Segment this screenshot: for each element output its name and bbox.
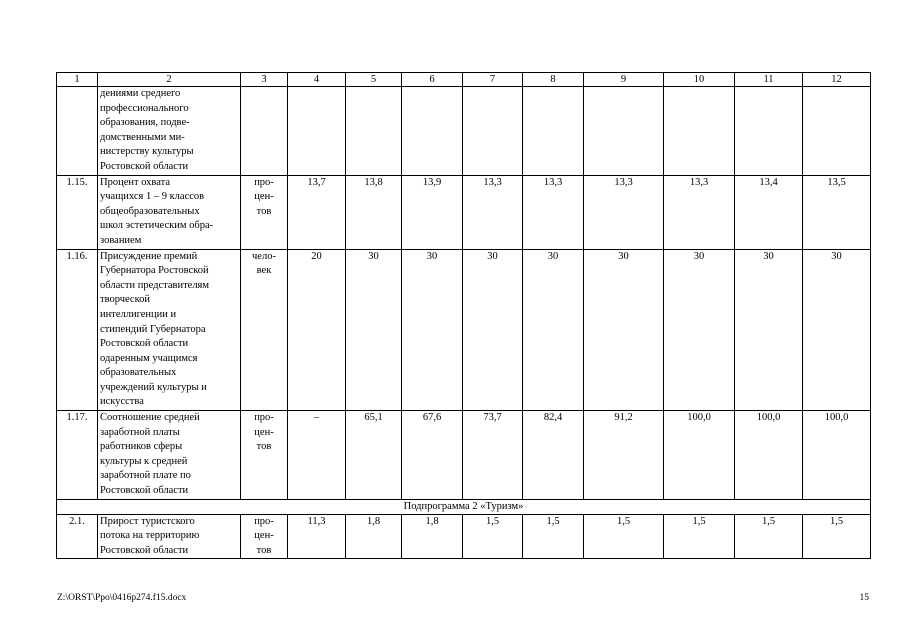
- value-cell: 65,1: [346, 411, 402, 500]
- indicator-name: [98, 249, 241, 411]
- value-cell: 11,3: [288, 514, 346, 559]
- header-cell: 12: [803, 73, 871, 87]
- value-cell: 1,5: [803, 514, 871, 559]
- header-cell: 4: [288, 73, 346, 87]
- empty-cell: [57, 87, 98, 176]
- row-number: 1.17.: [57, 411, 98, 500]
- indicator-name-line: Губернатора Ростовской: [100, 265, 209, 277]
- indicator-name-line: стипендий Губернатора: [100, 323, 206, 335]
- value-cell: 13,3: [523, 175, 584, 249]
- subprogram-row: [57, 499, 871, 514]
- value-cell: 1,5: [463, 514, 523, 559]
- empty-cell: [402, 87, 463, 176]
- indicator-name-line: домственными ми-: [100, 131, 185, 143]
- indicator-name-line: учащихся 1 – 9 классов: [100, 191, 205, 203]
- value-cell: 13,5: [803, 175, 871, 249]
- empty-cell: [664, 87, 735, 176]
- value-cell: 1,8: [346, 514, 402, 559]
- value-cell: 1,8: [402, 514, 463, 559]
- indicator-name-line: нистерству культуры: [100, 146, 194, 158]
- value-cell: 1,5: [735, 514, 803, 559]
- value-cell: 13,4: [735, 175, 803, 249]
- value-cell: 30: [803, 249, 871, 411]
- indicator-name-line: области представителям: [100, 279, 210, 291]
- data-table: [56, 72, 871, 559]
- value-cell: 73,7: [463, 411, 523, 500]
- empty-cell: [241, 87, 288, 176]
- header-cell: 9: [584, 73, 664, 87]
- row-number: 1.15.: [57, 175, 98, 249]
- indicator-name-line: творческой: [100, 294, 151, 306]
- indicator-name-line: заработной платы: [100, 426, 180, 438]
- value-cell: 13,3: [463, 175, 523, 249]
- indicator-name-line: общеобразовательных: [100, 205, 200, 217]
- unit-cell-line: тов: [256, 544, 272, 556]
- header-cell: 8: [523, 73, 584, 87]
- value-cell: –: [288, 411, 346, 500]
- value-cell: 1,5: [584, 514, 664, 559]
- header-cell: 6: [402, 73, 463, 87]
- unit-cell-line: цен-: [254, 530, 274, 542]
- indicator-name: [98, 87, 241, 176]
- value-cell: 13,8: [346, 175, 402, 249]
- value-cell: 1,5: [664, 514, 735, 559]
- table-row: [57, 175, 871, 249]
- indicator-name-line: Ростовской области: [100, 485, 189, 497]
- header-row: [57, 73, 871, 87]
- unit-cell-line: тов: [256, 205, 272, 217]
- empty-cell: [463, 87, 523, 176]
- indicator-name-line: образовательных: [100, 367, 177, 379]
- header-cell: 10: [664, 73, 735, 87]
- empty-cell: [523, 87, 584, 176]
- unit-cell-line: цен-: [254, 426, 274, 438]
- indicator-name-line: профессионального: [100, 102, 189, 114]
- indicator-name-line: Соотношение средней: [100, 412, 200, 424]
- subprogram-title: Подпрограмма 2 «Туризм»: [57, 499, 871, 514]
- indicator-name-line: работников сферы: [100, 441, 183, 453]
- header-cell: 1: [57, 73, 98, 87]
- unit-cell-line: про-: [254, 515, 274, 527]
- unit-cell: [241, 249, 288, 411]
- unit-cell-line: тов: [256, 441, 272, 453]
- row-number: 2.1.: [57, 514, 98, 559]
- header-cell: 3: [241, 73, 288, 87]
- table-row: [57, 514, 871, 559]
- value-cell: 100,0: [735, 411, 803, 500]
- indicator-name-line: Прирост туристского: [100, 515, 195, 527]
- unit-cell-line: век: [256, 265, 272, 277]
- indicator-name-line: Процент охвата: [100, 176, 171, 188]
- value-cell: 82,4: [523, 411, 584, 500]
- header-cell: 7: [463, 73, 523, 87]
- empty-cell: [803, 87, 871, 176]
- row-number: 1.16.: [57, 249, 98, 411]
- empty-cell: [735, 87, 803, 176]
- unit-cell-line: про-: [254, 176, 274, 188]
- value-cell: 100,0: [803, 411, 871, 500]
- indicator-name: [98, 514, 241, 559]
- header-cell: 5: [346, 73, 402, 87]
- indicator-name: [98, 411, 241, 500]
- indicator-name-line: Ростовской области: [100, 544, 189, 556]
- indicator-name-line: одаренным учащимся: [100, 352, 198, 364]
- value-cell: 30: [463, 249, 523, 411]
- empty-cell: [346, 87, 402, 176]
- value-cell: 30: [664, 249, 735, 411]
- page-number: 15: [859, 593, 869, 603]
- unit-cell: [241, 514, 288, 559]
- indicator-name-line: искусства: [100, 396, 144, 408]
- table-row: [57, 249, 871, 411]
- indicator-name-line: Ростовской области: [100, 338, 189, 350]
- value-cell: 30: [735, 249, 803, 411]
- value-cell: 30: [523, 249, 584, 411]
- value-cell: 67,6: [402, 411, 463, 500]
- value-cell: 30: [584, 249, 664, 411]
- indicator-name-line: культуры к средней: [100, 455, 188, 467]
- indicator-name-line: интеллигенции и: [100, 308, 177, 320]
- unit-cell: [241, 175, 288, 249]
- empty-cell: [584, 87, 664, 176]
- unit-cell-line: цен-: [254, 191, 274, 203]
- unit-cell-line: про-: [254, 412, 274, 424]
- indicator-name-line: школ эстетическим обра-: [100, 220, 214, 232]
- indicator-name-line: учреждений культуры и: [100, 381, 207, 393]
- empty-cell: [288, 87, 346, 176]
- unit-cell-line: чело-: [252, 250, 276, 262]
- value-cell: 30: [402, 249, 463, 411]
- value-cell: 13,3: [664, 175, 735, 249]
- indicator-name-line: заработной плате по: [100, 470, 191, 482]
- indicator-name-line: Присуждение премий: [100, 250, 198, 262]
- indicator-name-line: Ростовской области: [100, 160, 189, 172]
- value-cell: 13,7: [288, 175, 346, 249]
- unit-cell: [241, 411, 288, 500]
- indicator-name-line: образования, подве-: [100, 117, 190, 129]
- table-row: [57, 411, 871, 500]
- value-cell: 20: [288, 249, 346, 411]
- header-cell: 11: [735, 73, 803, 87]
- indicator-name-line: дениями среднего: [100, 88, 181, 99]
- table-row-continuation: [57, 87, 871, 176]
- value-cell: 91,2: [584, 411, 664, 500]
- value-cell: 13,9: [402, 175, 463, 249]
- indicator-name-line: потока на территорию: [100, 530, 200, 542]
- value-cell: 100,0: [664, 411, 735, 500]
- file-path: Z:\ORST\Ppo\0416p274.f15.docx: [57, 593, 187, 603]
- indicator-name-line: зованием: [100, 234, 142, 246]
- header-cell: 2: [98, 73, 241, 87]
- value-cell: 13,3: [584, 175, 664, 249]
- indicator-name: [98, 175, 241, 249]
- value-cell: 30: [346, 249, 402, 411]
- value-cell: 1,5: [523, 514, 584, 559]
